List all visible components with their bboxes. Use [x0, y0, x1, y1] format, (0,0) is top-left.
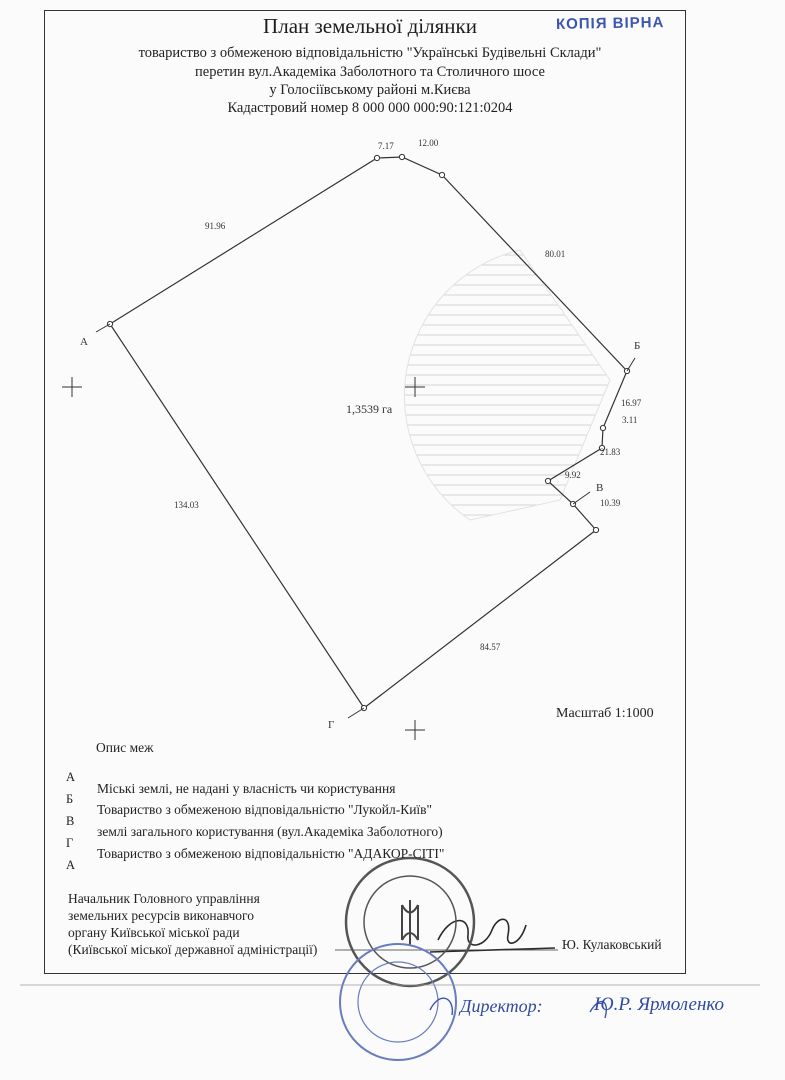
dimension-label: 80.01: [545, 249, 566, 259]
boundary-letter: А: [66, 770, 76, 784]
leader-a: [96, 324, 110, 332]
dimension-label: 16.97: [621, 398, 642, 408]
dimension-label: 12.00: [418, 138, 439, 148]
vertex: [399, 154, 404, 159]
vertex: [374, 155, 379, 160]
copy-certified-stamp: КОПІЯ ВІРНА: [555, 14, 665, 33]
location-line: перетин вул.Академіка Заболотного та Столичного шосе: [195, 64, 545, 80]
boundary-description: землі загального користування (вул.Академіка Заболотного): [97, 824, 443, 839]
leader-b: [627, 358, 635, 371]
signatory-name: Ю. Кулаковський: [562, 937, 662, 952]
vertex: [545, 478, 550, 483]
dimension-label: 7.17: [378, 141, 394, 151]
round-stamp-company: [340, 944, 456, 1060]
boundary-description: Товариство з обмеженою відповідальністю "Лукойл-Київ": [97, 802, 433, 817]
boundary-letter: Б: [66, 792, 74, 806]
corner-label-b: Б: [634, 340, 641, 352]
owner-line: товариство з обмеженою відповідальністю "Українські Будівельні Склади": [138, 45, 602, 61]
leader-v: [573, 492, 590, 504]
signatory-line: органу Київської міської ради: [68, 925, 240, 940]
district-line: у Голосіївському районі м.Києва: [269, 82, 471, 98]
dimension-label: 3.11: [622, 415, 638, 425]
director-handwritten-name: Ю.Р. Ярмоленко: [594, 994, 725, 1015]
dimension-label: 134.03: [174, 500, 199, 510]
dimension-label: 10.39: [600, 498, 621, 508]
vertex: [600, 425, 605, 430]
vertex: [593, 527, 598, 532]
dimension-label: 91.96: [205, 221, 226, 231]
area-label: 1,3539 га: [346, 402, 393, 416]
corner-label-g: Г: [328, 719, 335, 731]
dimension-label: 84.57: [480, 642, 501, 652]
leader-g: [348, 708, 364, 718]
boundary-letter: Г: [66, 836, 74, 850]
cadastral-number: Кадастровий номер 8 000 000 000:90:121:0204: [227, 100, 513, 116]
scale-label: Масштаб 1:1000: [556, 706, 654, 721]
boundary-description: Міські землі, не надані у власність чи користування: [97, 781, 396, 796]
dimension-label: 21.83: [600, 447, 621, 457]
boundary-description: Товариство з обмеженою відповідальністю "АДАКОР-СІТІ": [97, 846, 445, 861]
corner-label-a: А: [80, 336, 88, 348]
trident-emblem: [402, 900, 418, 945]
signatory-line: (Київської міської державної адміністрації): [68, 942, 318, 957]
boundary-letter: А: [66, 858, 76, 872]
boundary-description-title: Опис меж: [96, 740, 154, 755]
signatory-line: Начальник Головного управління: [68, 891, 260, 906]
boundary-letter: В: [66, 814, 75, 828]
dimension-label: 9.92: [565, 470, 581, 480]
signatory-line: земельних ресурсів виконавчого: [68, 908, 255, 923]
director-handwritten-label: Директор:: [460, 996, 543, 1016]
corner-label-v: В: [596, 482, 604, 494]
document-title: План земельної ділянки: [263, 14, 477, 38]
vertex: [439, 172, 444, 177]
